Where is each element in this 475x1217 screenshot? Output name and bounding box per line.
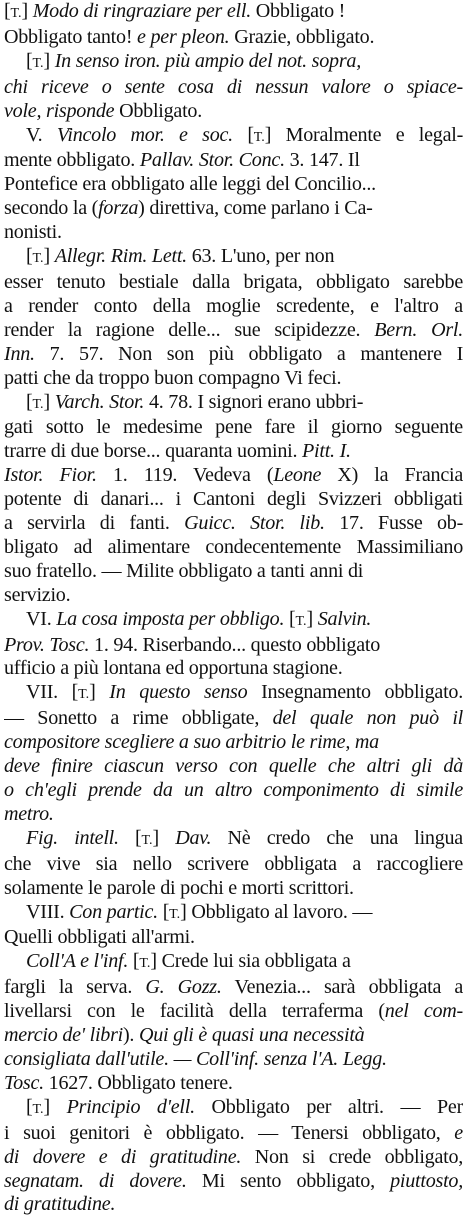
text-run: Insegnamento obbligato. [247,681,463,704]
text-run: Obbligato per altri. — Per [194,1095,463,1118]
text-line [4,416,463,440]
text-run: esser tenuto bestiale dalla brigata, obbligato sarebbe [4,270,463,293]
text-line [4,1170,463,1194]
text-run: ] [43,49,55,72]
text-line [4,755,463,779]
italic-run: In questo senso [109,681,248,704]
text-run: [ [26,49,33,72]
text-line [4,221,463,245]
text-run: ufficio a più lontana ed opportuna stagione. [4,657,343,680]
text-line [4,50,463,76]
italic-run: Modo di ringraziare per ell. [32,0,251,22]
text-run: 1. 94. Riserbando... questo obbligato [89,633,381,656]
text-line [4,901,463,927]
small-caps-run: T. [169,906,181,922]
text-run: Mi sento obbligato, [186,1169,391,1192]
italic-run: vole, risponde [4,99,115,122]
italic-run: compositore scegliere a suo arbitrio le rime, ma [4,731,379,754]
italic-run: o ch'egli prende da un altro componimento di simile [4,779,463,801]
text-line [4,536,463,560]
small-caps-run: T. [10,6,22,21]
text-line [4,779,463,803]
text-line [4,1048,463,1072]
text-run: X) la Francia [321,464,463,487]
text-run: solamente le parole di pochi e morti scrittori. [4,876,354,899]
italic-run: Coll'A e l'inf. [26,950,129,973]
text-run: ] Moralmente e legal- [264,123,463,146]
text-run: Pontefice era obbligato alle leggi del Concilio... [4,173,376,196]
small-caps-run: T. [32,396,44,412]
text-line [4,488,463,512]
text-line [4,440,463,464]
small-caps-run: T. [141,832,153,848]
text-run: Quelli obbligati all'armi. [4,926,195,949]
text-run: [ [26,245,33,268]
italic-run: Dav. [175,826,212,849]
italic-run: e per pleon. [137,25,230,48]
text-line [4,608,463,634]
text-run: VII. [ [26,681,79,704]
text-run: a servirla di fanti. [4,512,185,535]
italic-run: forza [98,197,139,220]
text-line [4,1146,463,1170]
text-line [4,707,463,731]
text-run: Nè credo che una lingua [211,826,463,849]
text-run: Obbligato. [114,99,203,122]
text-run: Venezia... sarà obbligata a [221,976,463,999]
text-run: — Sonetto a rime obbligate, [4,707,273,730]
text-run: ] Crede lui sia obbligata a [150,950,351,973]
text-run: ] Obbligato al lavoro. — [180,900,373,923]
italic-run: La cosa imposta per obbligo. [56,607,285,630]
italic-run: G. Gozz. [145,976,222,999]
italic-run: Bern. Orl. [374,318,463,341]
text-run: 17. Fusse ob- [324,512,463,535]
italic-run: chi riceve o sente cosa di nessun valore o spiace- [4,75,463,98]
text-line [4,827,463,853]
text-run: ] [89,681,110,704]
text-run: 1. 119. Vedeva ( [96,464,274,487]
italic-run: Istor. Fior. [4,464,97,487]
text-line [4,731,463,755]
text-line [4,560,463,584]
text-run: i suoi genitori è obbligato. — Tenersi obbligato, [4,1121,455,1144]
text-run: secondo la ( [4,197,99,220]
text-run: mente obbligato. [4,149,140,172]
text-run: V. [26,123,57,146]
text-line [4,803,463,827]
text-line [4,1096,463,1122]
text-run: suo fratello. — Milite obbligato a tanti anni di [4,559,364,582]
text-run: 3. 147. Il [284,149,360,172]
italic-run: metro. [4,802,54,825]
text-run: ). [122,1024,139,1047]
italic-run: Salvin. [317,607,372,630]
text-line [4,26,463,50]
italic-run: Varch. Stor. [54,390,145,413]
italic-run: di dovere e di gratitudine. [4,1145,242,1168]
text-line [4,173,463,197]
text-run: [ [232,123,254,146]
small-caps-run: T. [295,613,307,629]
text-line [4,681,463,707]
small-caps-run: T. [32,1101,44,1117]
text-run: a render conto della moglie scredente, e l'altro a [4,294,463,317]
text-run: gati sotto le medesime pene fare il giorno seguente [4,416,463,439]
italic-run: Allegr. Rim. Lett. [54,245,187,268]
text-run: [ [118,826,142,849]
italic-run: segnatam. di dovere. [4,1169,187,1192]
text-run: Obbligato ! [251,0,346,22]
text-line [4,319,463,343]
text-run: ] [43,245,55,268]
text-run: Non si crede obbligato, [241,1145,463,1168]
text-line [4,100,463,124]
small-caps-run: T. [78,687,90,703]
text-line [4,634,463,658]
italic-run: deve finire ciascun verso con quelle che altri gli dà [4,755,463,778]
text-line [4,1122,463,1146]
text-line [4,853,463,877]
italic-run: Tosc. [4,1071,44,1094]
text-line [4,245,463,271]
text-run: livellarsi con le facilità della terraferma ( [4,1000,385,1023]
italic-run: Leone [273,464,322,487]
italic-run: Inn. [4,342,35,365]
text-line [4,271,463,295]
text-line [4,295,463,319]
text-run: Grazie, obbligato. [229,25,375,48]
italic-run: consigliata dall'utile. — Coll'inf. senza l'A. Legg. [4,1047,387,1070]
text-run: render la ragione delle... sue scipidezze. [4,318,375,341]
text-line [4,76,463,100]
text-run: VI. [26,607,57,630]
text-run: [ [284,607,296,630]
text-line [4,584,463,608]
text-line [4,464,463,488]
text-line [4,976,463,1000]
text-run: [ [128,950,140,973]
italic-run: In senso iron. più ampio del not. sopra, [54,49,361,72]
text-run: 1627. Obbligato tenere. [43,1071,233,1094]
text-line [4,149,463,173]
text-run: [ [26,1095,33,1118]
text-run: VIII. [26,900,70,923]
text-run: 63. L'uno, per non [186,245,335,268]
small-caps-run: T. [253,129,265,145]
text-run: nonisti. [4,221,62,244]
italic-run: Principio d'ell. [66,1095,195,1118]
text-run: ] [152,826,176,849]
italic-run: piuttosto, [390,1169,463,1192]
italic-run: Pallav. Stor. Conc. [139,149,285,172]
text-run: ] [306,607,318,630]
italic-run: Pitt. I. [302,440,351,463]
text-run: potente di danari... i Cantoni degli Svizzeri obbligati [4,488,463,511]
text-line [4,926,463,950]
italic-run: Qui gli è quasi una necessità [138,1024,365,1047]
text-run: [ [4,0,11,22]
text-run: ] [21,0,33,22]
text-line [4,0,463,26]
text-line [4,391,463,417]
text-run: patti che da troppo buon compagno Vi feci. [4,366,342,389]
italic-run: nel com- [384,1000,463,1023]
italic-run: Con partic. [69,900,158,923]
text-run: 4. 78. I signori erano ubbri- [144,390,364,413]
italic-run: di gratitudine. [4,1193,116,1216]
small-caps-run: T. [32,55,44,71]
text-run: trarre di due borse... quaranta uomini. [4,440,302,463]
text-run: che vive sia nello scrivere obbligata a raccogliere [4,852,463,875]
text-run: ] [43,1095,67,1118]
text-run: [ [26,390,33,413]
italic-run: Guicc. Stor. lib. [184,512,325,535]
text-line [4,197,463,221]
text-line [4,1193,463,1217]
italic-run: Fig. intell. [26,826,119,849]
text-line [4,512,463,536]
text-run: ) direttiva, come parlano i Ca- [138,197,373,220]
text-line [4,1024,463,1048]
text-line [4,343,463,367]
text-run: bligato ad alimentare condecentemente Massimiliano [4,535,463,558]
text-line [4,950,463,976]
text-line [4,1072,463,1096]
text-line [4,877,463,901]
text-line [4,657,463,681]
text-run: Obbligato tanto! [4,25,138,48]
text-line [4,367,463,391]
small-caps-run: T. [139,956,151,972]
text-run: fargli la serva. [4,976,146,999]
italic-run: del quale non può il [272,707,463,730]
text-run: ] [43,390,55,413]
italic-run: e [454,1121,463,1144]
text-line [4,124,463,150]
text-run: servizio. [4,583,71,606]
text-line [4,1000,463,1024]
text-run: [ [157,900,170,923]
small-caps-run: T. [32,251,44,267]
text-run: 7. 57. Non son più obbligato a mantenere I [34,342,463,365]
italic-run: mercio de' libri [4,1024,123,1047]
italic-run: Prov. Tosc. [4,633,90,656]
italic-run: Vincolo mor. e soc. [56,123,233,146]
